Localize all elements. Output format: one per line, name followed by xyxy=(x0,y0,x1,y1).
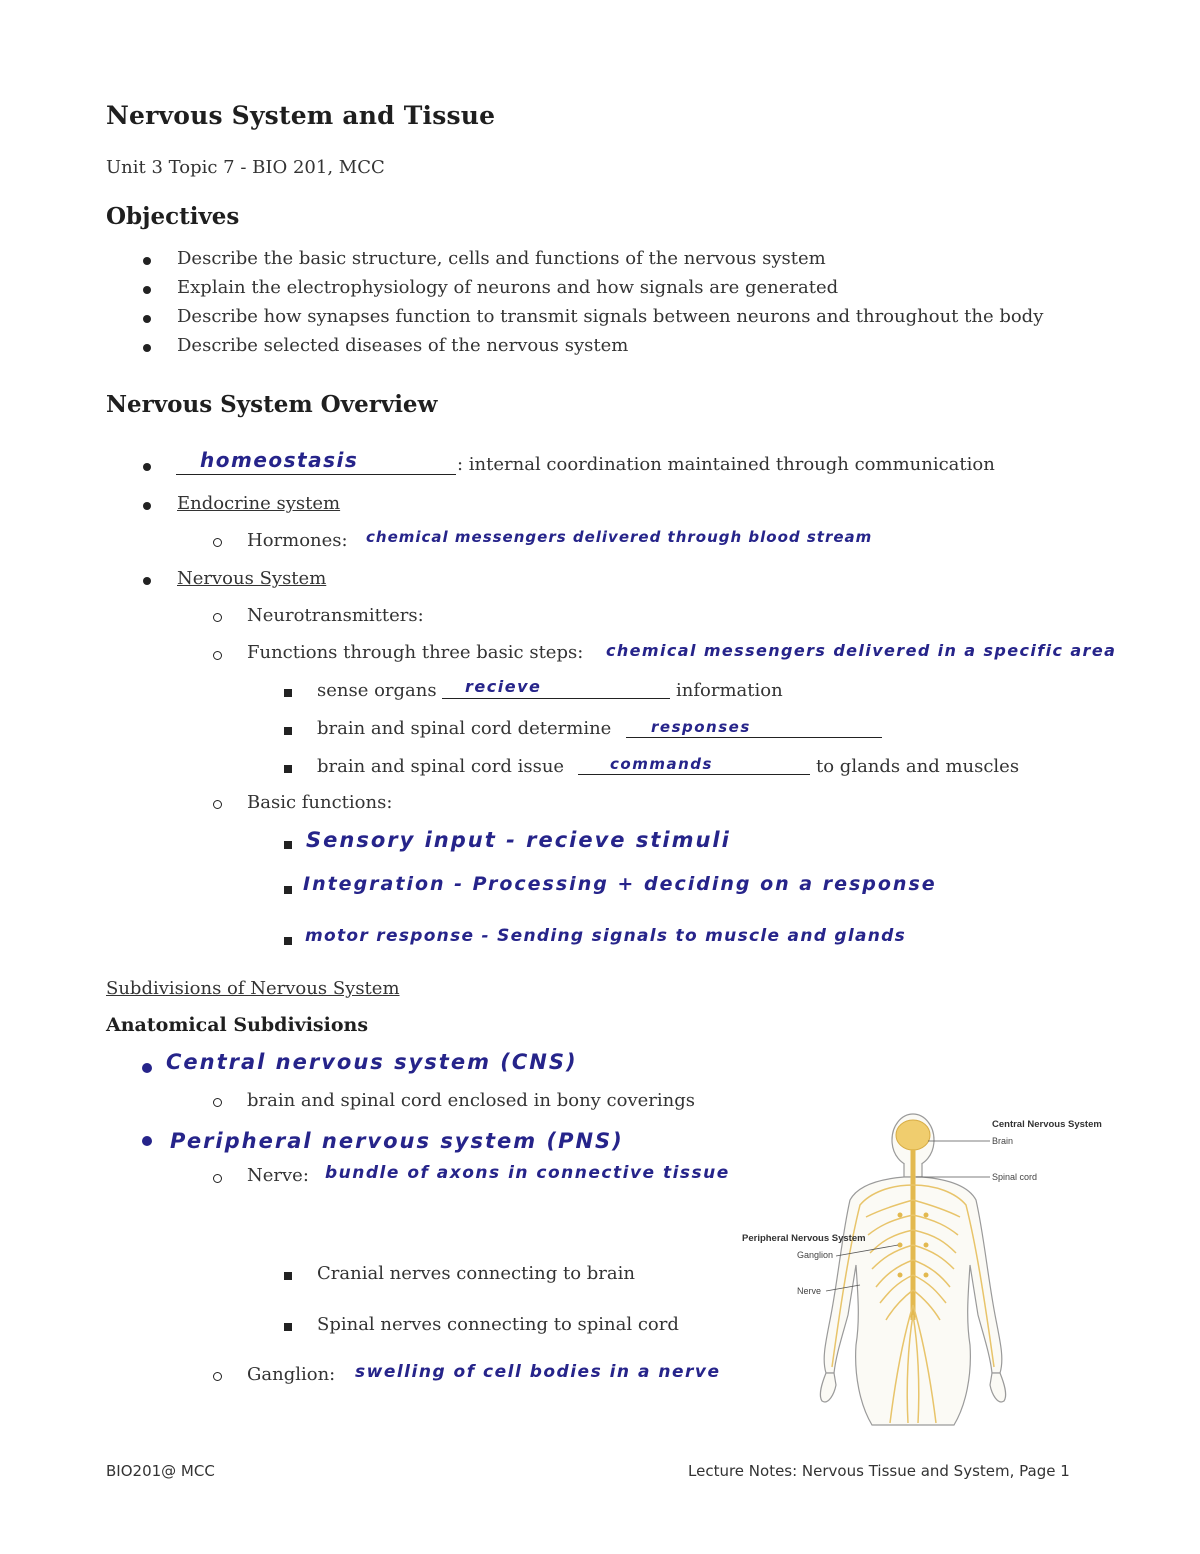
spinal-nerves: Spinal nerves connecting to spinal cord xyxy=(317,1314,679,1335)
bullet-dot xyxy=(143,315,151,323)
sub-bullet-circle xyxy=(213,800,222,809)
ganglion-label: Ganglion: xyxy=(247,1364,336,1385)
sub-bullet-circle xyxy=(213,613,222,622)
handwritten-answer: Peripheral nervous system (PNS) xyxy=(170,1129,624,1153)
bullet-dot xyxy=(143,463,151,471)
figure-cns-title: Central Nervous System xyxy=(992,1119,1102,1130)
figure-label-nerve: Nerve xyxy=(797,1286,822,1296)
objective-item: Describe the basic structure, cells and functions of the nervous system xyxy=(177,248,826,269)
page-subtitle: Unit 3 Topic 7 - BIO 201, MCC xyxy=(106,157,385,178)
bullet-dot xyxy=(143,257,151,265)
handwritten-answer: chemical messengers delivered through blood stream xyxy=(366,528,873,546)
page-title: Nervous System and Tissue xyxy=(106,101,496,130)
bullet-dot xyxy=(143,344,151,352)
subdivisions-heading: Subdivisions of Nervous System xyxy=(106,978,400,999)
bullet-dot xyxy=(143,577,151,585)
figure-label-ganglion: Ganglion xyxy=(797,1250,834,1260)
bullet-dot xyxy=(142,1063,152,1073)
sub-bullet-circle xyxy=(213,1372,222,1381)
hormones-label: Hormones: xyxy=(247,530,348,551)
sub-sub-bullet-square xyxy=(284,689,292,697)
nervous-system-diagram xyxy=(730,1105,1100,1430)
handwritten-answer: motor response - Sending signals to muscle and glands xyxy=(305,926,907,946)
endocrine-label: Endocrine system xyxy=(177,493,341,514)
bullet-dot xyxy=(142,1136,152,1146)
sub-bullet-circle xyxy=(213,1174,222,1183)
handwritten-answer: bundle of axons in connective tissue xyxy=(325,1163,730,1183)
sub-bullet-circle xyxy=(213,538,222,547)
sub-sub-bullet-square xyxy=(284,1323,292,1331)
fill-in-blank xyxy=(626,737,882,738)
step1-text: sense organs xyxy=(317,680,437,701)
nerve-label: Nerve: xyxy=(247,1165,309,1186)
cranial-nerves: Cranial nerves connecting to brain xyxy=(317,1263,635,1284)
bullet-dot xyxy=(143,286,151,294)
objective-item: Describe how synapses function to transmit signals between neurons and throughout the body xyxy=(177,306,1044,327)
step3-after: to glands and muscles xyxy=(816,756,1020,777)
handwritten-answer: chemical messengers delivered in a specific area xyxy=(606,641,1117,660)
footer-right: Lecture Notes: Nervous Tissue and System, Page 1 xyxy=(688,1462,1070,1480)
sub-bullet-circle xyxy=(213,651,222,660)
neurotransmitters-label: Neurotransmitters: xyxy=(247,605,424,626)
handwritten-answer: responses xyxy=(651,718,751,736)
functions-label: Functions through three basic steps: xyxy=(247,642,584,663)
nervous-system-label: Nervous System xyxy=(177,568,327,589)
handwritten-answer: recieve xyxy=(465,677,542,696)
sub-bullet-circle xyxy=(213,1098,222,1107)
handwritten-answer: swelling of cell bodies in a nerve xyxy=(355,1362,721,1382)
handwritten-answer: homeostasis xyxy=(200,448,359,472)
step2-text: brain and spinal cord determine xyxy=(317,718,612,739)
handwritten-answer: Central nervous system (CNS) xyxy=(166,1050,578,1074)
sub-sub-bullet-square xyxy=(284,841,292,849)
objective-item: Describe selected diseases of the nervous system xyxy=(177,335,629,356)
sub-sub-bullet-square xyxy=(284,765,292,773)
sub-sub-bullet-square xyxy=(284,937,292,945)
fill-in-blank xyxy=(442,698,670,699)
sub-sub-bullet-square xyxy=(284,1272,292,1280)
step1-after: information xyxy=(676,680,783,701)
fill-in-blank xyxy=(176,474,456,475)
basic-functions-label: Basic functions: xyxy=(247,792,393,813)
homeostasis-definition: : internal coordination maintained through communication xyxy=(457,454,995,475)
step3-text: brain and spinal cord issue xyxy=(317,756,565,777)
cns-description: brain and spinal cord enclosed in bony coverings xyxy=(247,1090,696,1111)
figure-label-brain: Brain xyxy=(992,1136,1014,1146)
overview-heading: Nervous System Overview xyxy=(106,391,438,418)
bullet-dot xyxy=(143,502,151,510)
footer-left: BIO201@ MCC xyxy=(106,1462,215,1480)
handwritten-answer: commands xyxy=(610,755,713,773)
handwritten-answer: Sensory input - recieve stimuli xyxy=(306,828,731,852)
objectives-heading: Objectives xyxy=(106,203,240,230)
sub-sub-bullet-square xyxy=(284,727,292,735)
objective-item: Explain the electrophysiology of neurons and how signals are generated xyxy=(177,277,839,298)
figure-pns-title: Peripheral Nervous System xyxy=(742,1233,866,1244)
figure-label-spinal-cord: Spinal cord xyxy=(992,1172,1038,1182)
anatomical-heading: Anatomical Subdivisions xyxy=(106,1014,369,1036)
fill-in-blank xyxy=(578,774,810,775)
sub-sub-bullet-square xyxy=(284,886,292,894)
handwritten-answer: Integration - Processing + deciding on a response xyxy=(303,873,937,895)
